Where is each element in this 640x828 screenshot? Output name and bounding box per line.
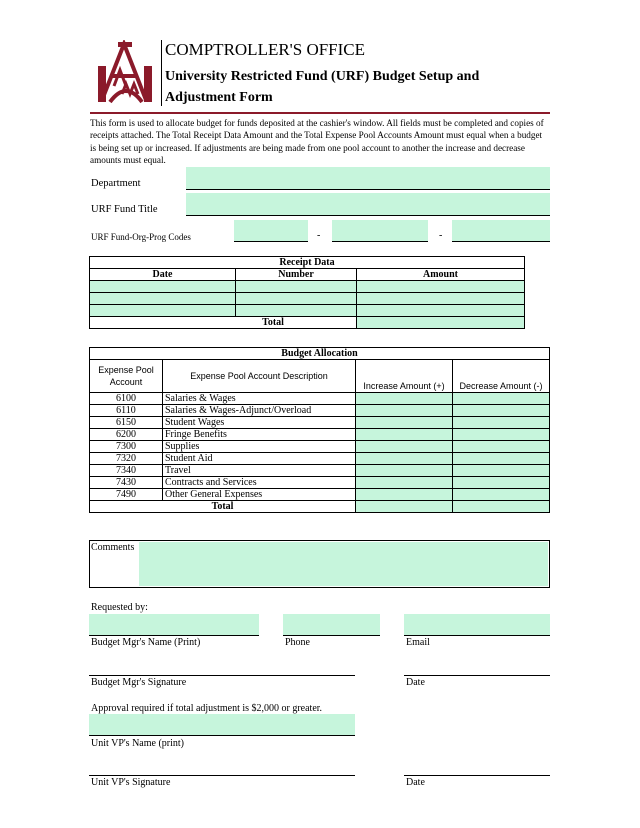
budget-row [90,477,550,489]
vp-signature-line[interactable] [89,760,355,776]
fund-title-input[interactable] [186,193,550,216]
increase-input[interactable] [356,417,453,429]
increase-input[interactable] [356,441,453,453]
receipt-amount-input[interactable] [357,305,525,317]
department-label: Department [91,178,141,189]
increase-input[interactable] [356,393,453,405]
account-code: 6200 [90,429,163,441]
account-desc: Fringe Benefits [163,429,356,441]
receipt-number-input[interactable] [236,281,357,293]
decrease-input[interactable] [453,393,550,405]
budget-row [90,393,550,405]
codes-label: URF Fund-Org-Prog Codes [91,232,191,242]
phone-input[interactable] [283,614,380,636]
receipt-col-number: Number [236,269,357,281]
account-desc: Student Wages [163,417,356,429]
account-desc: Student Aid [163,453,356,465]
increase-total-input[interactable] [356,501,453,513]
email-input[interactable] [404,614,550,636]
vp-signature-label: Unit VP's Signature [91,777,171,788]
mgr-signature-label: Budget Mgr's Signature [91,677,187,688]
budget-table [89,347,550,513]
account-desc: Salaries & Wages-Adjunct/Overload [163,405,356,417]
decrease-input[interactable] [453,417,550,429]
account-code: 6110 [90,405,163,417]
budget-row [90,417,550,429]
mgr-signature-line[interactable] [89,660,355,676]
account-desc: Travel [163,465,356,477]
decrease-input[interactable] [453,441,550,453]
vp-name-input[interactable] [89,714,355,736]
office-title: COMPTROLLER'S OFFICE [165,40,366,59]
budget-row [90,489,550,501]
budget-col-account: Expense Pool Account [90,360,163,393]
decrease-input[interactable] [453,465,550,477]
account-code: 6150 [90,417,163,429]
receipt-date-input[interactable] [90,305,236,317]
account-desc: Salaries & Wages [163,393,356,405]
account-code: 6100 [90,393,163,405]
fund-code-input[interactable] [234,220,308,242]
account-code: 7340 [90,465,163,477]
org-code-input[interactable] [332,220,428,242]
vp-date-label: Date [406,777,425,788]
comments-input[interactable] [139,542,548,586]
requested-by-label: Requested by: [91,602,148,613]
dash-1: - [317,230,321,241]
form-title: University Restricted Fund (URF) Budget Setup and Adjustment Form [165,69,480,105]
budget-col-desc: Expense Pool Account Description [163,360,356,393]
intro-text: This form is used to allocate budget for funds deposited at the cashier's window. All fields must be completed and copies of receipts attached. The Total Receipt Data Amount and the Total Expense Pool Accounts Amount must equal when a budget is being set up or increased. If adjustments are being made from one pool account to another the increase and decrease amounts must equal. [90,118,544,166]
receipt-row [90,281,525,293]
mgr-date-line[interactable] [404,660,550,676]
receipt-row [90,305,525,317]
comments-label: Comments [91,542,135,553]
decrease-input[interactable] [453,489,550,501]
budget-col-decrease: Decrease Amount (-) [453,360,550,393]
vp-name-label: Unit VP's Name (print) [91,738,184,749]
budget-title: Budget Allocation [90,348,550,360]
receipt-amount-input[interactable] [357,281,525,293]
dash-2: - [439,230,443,241]
fund-title-label: URF Fund Title [91,204,158,215]
increase-input[interactable] [356,477,453,489]
account-code: 7490 [90,489,163,501]
receipt-amount-input[interactable] [357,293,525,305]
decrease-input[interactable] [453,453,550,465]
increase-input[interactable] [356,489,453,501]
budget-row [90,465,550,477]
increase-input[interactable] [356,465,453,477]
vp-date-line[interactable] [404,760,550,776]
budget-total-label: Total [90,501,356,513]
comments-box [89,540,550,588]
receipt-number-input[interactable] [236,305,357,317]
decrease-input[interactable] [453,477,550,489]
increase-input[interactable] [356,405,453,417]
mgr-date-label: Date [406,677,425,688]
increase-input[interactable] [356,429,453,441]
aamu-logo [96,40,160,106]
receipt-date-input[interactable] [90,281,236,293]
header-divider [161,40,162,106]
account-desc: Supplies [163,441,356,453]
account-desc: Contracts and Services [163,477,356,489]
receipt-table [89,256,525,329]
receipt-col-date: Date [90,269,236,281]
account-code: 7300 [90,441,163,453]
budget-col-increase: Increase Amount (+) [356,360,453,393]
department-input[interactable] [186,167,550,190]
header-rule [90,112,550,114]
receipt-total-input[interactable] [357,317,525,329]
decrease-input[interactable] [453,429,550,441]
account-code: 7430 [90,477,163,489]
account-desc: Other General Expenses [163,489,356,501]
budget-row [90,429,550,441]
receipt-title: Receipt Data [90,257,525,269]
phone-label: Phone [285,637,310,648]
prog-code-input[interactable] [452,220,550,242]
budget-row [90,405,550,417]
approval-note: Approval required if total adjustment is $2,000 or greater. [91,703,323,714]
increase-input[interactable] [356,453,453,465]
account-code: 7320 [90,453,163,465]
receipt-row [90,293,525,305]
receipt-date-input[interactable] [90,293,236,305]
budget-row [90,453,550,465]
receipt-number-input[interactable] [236,293,357,305]
email-label: Email [406,637,430,648]
decrease-input[interactable] [453,405,550,417]
receipt-col-amount: Amount [357,269,525,281]
mgr-name-input[interactable] [89,614,259,636]
budget-row [90,441,550,453]
receipt-total-label: Total [90,317,357,329]
mgr-name-label: Budget Mgr's Name (Print) [91,637,201,648]
decrease-total-input[interactable] [453,501,550,513]
